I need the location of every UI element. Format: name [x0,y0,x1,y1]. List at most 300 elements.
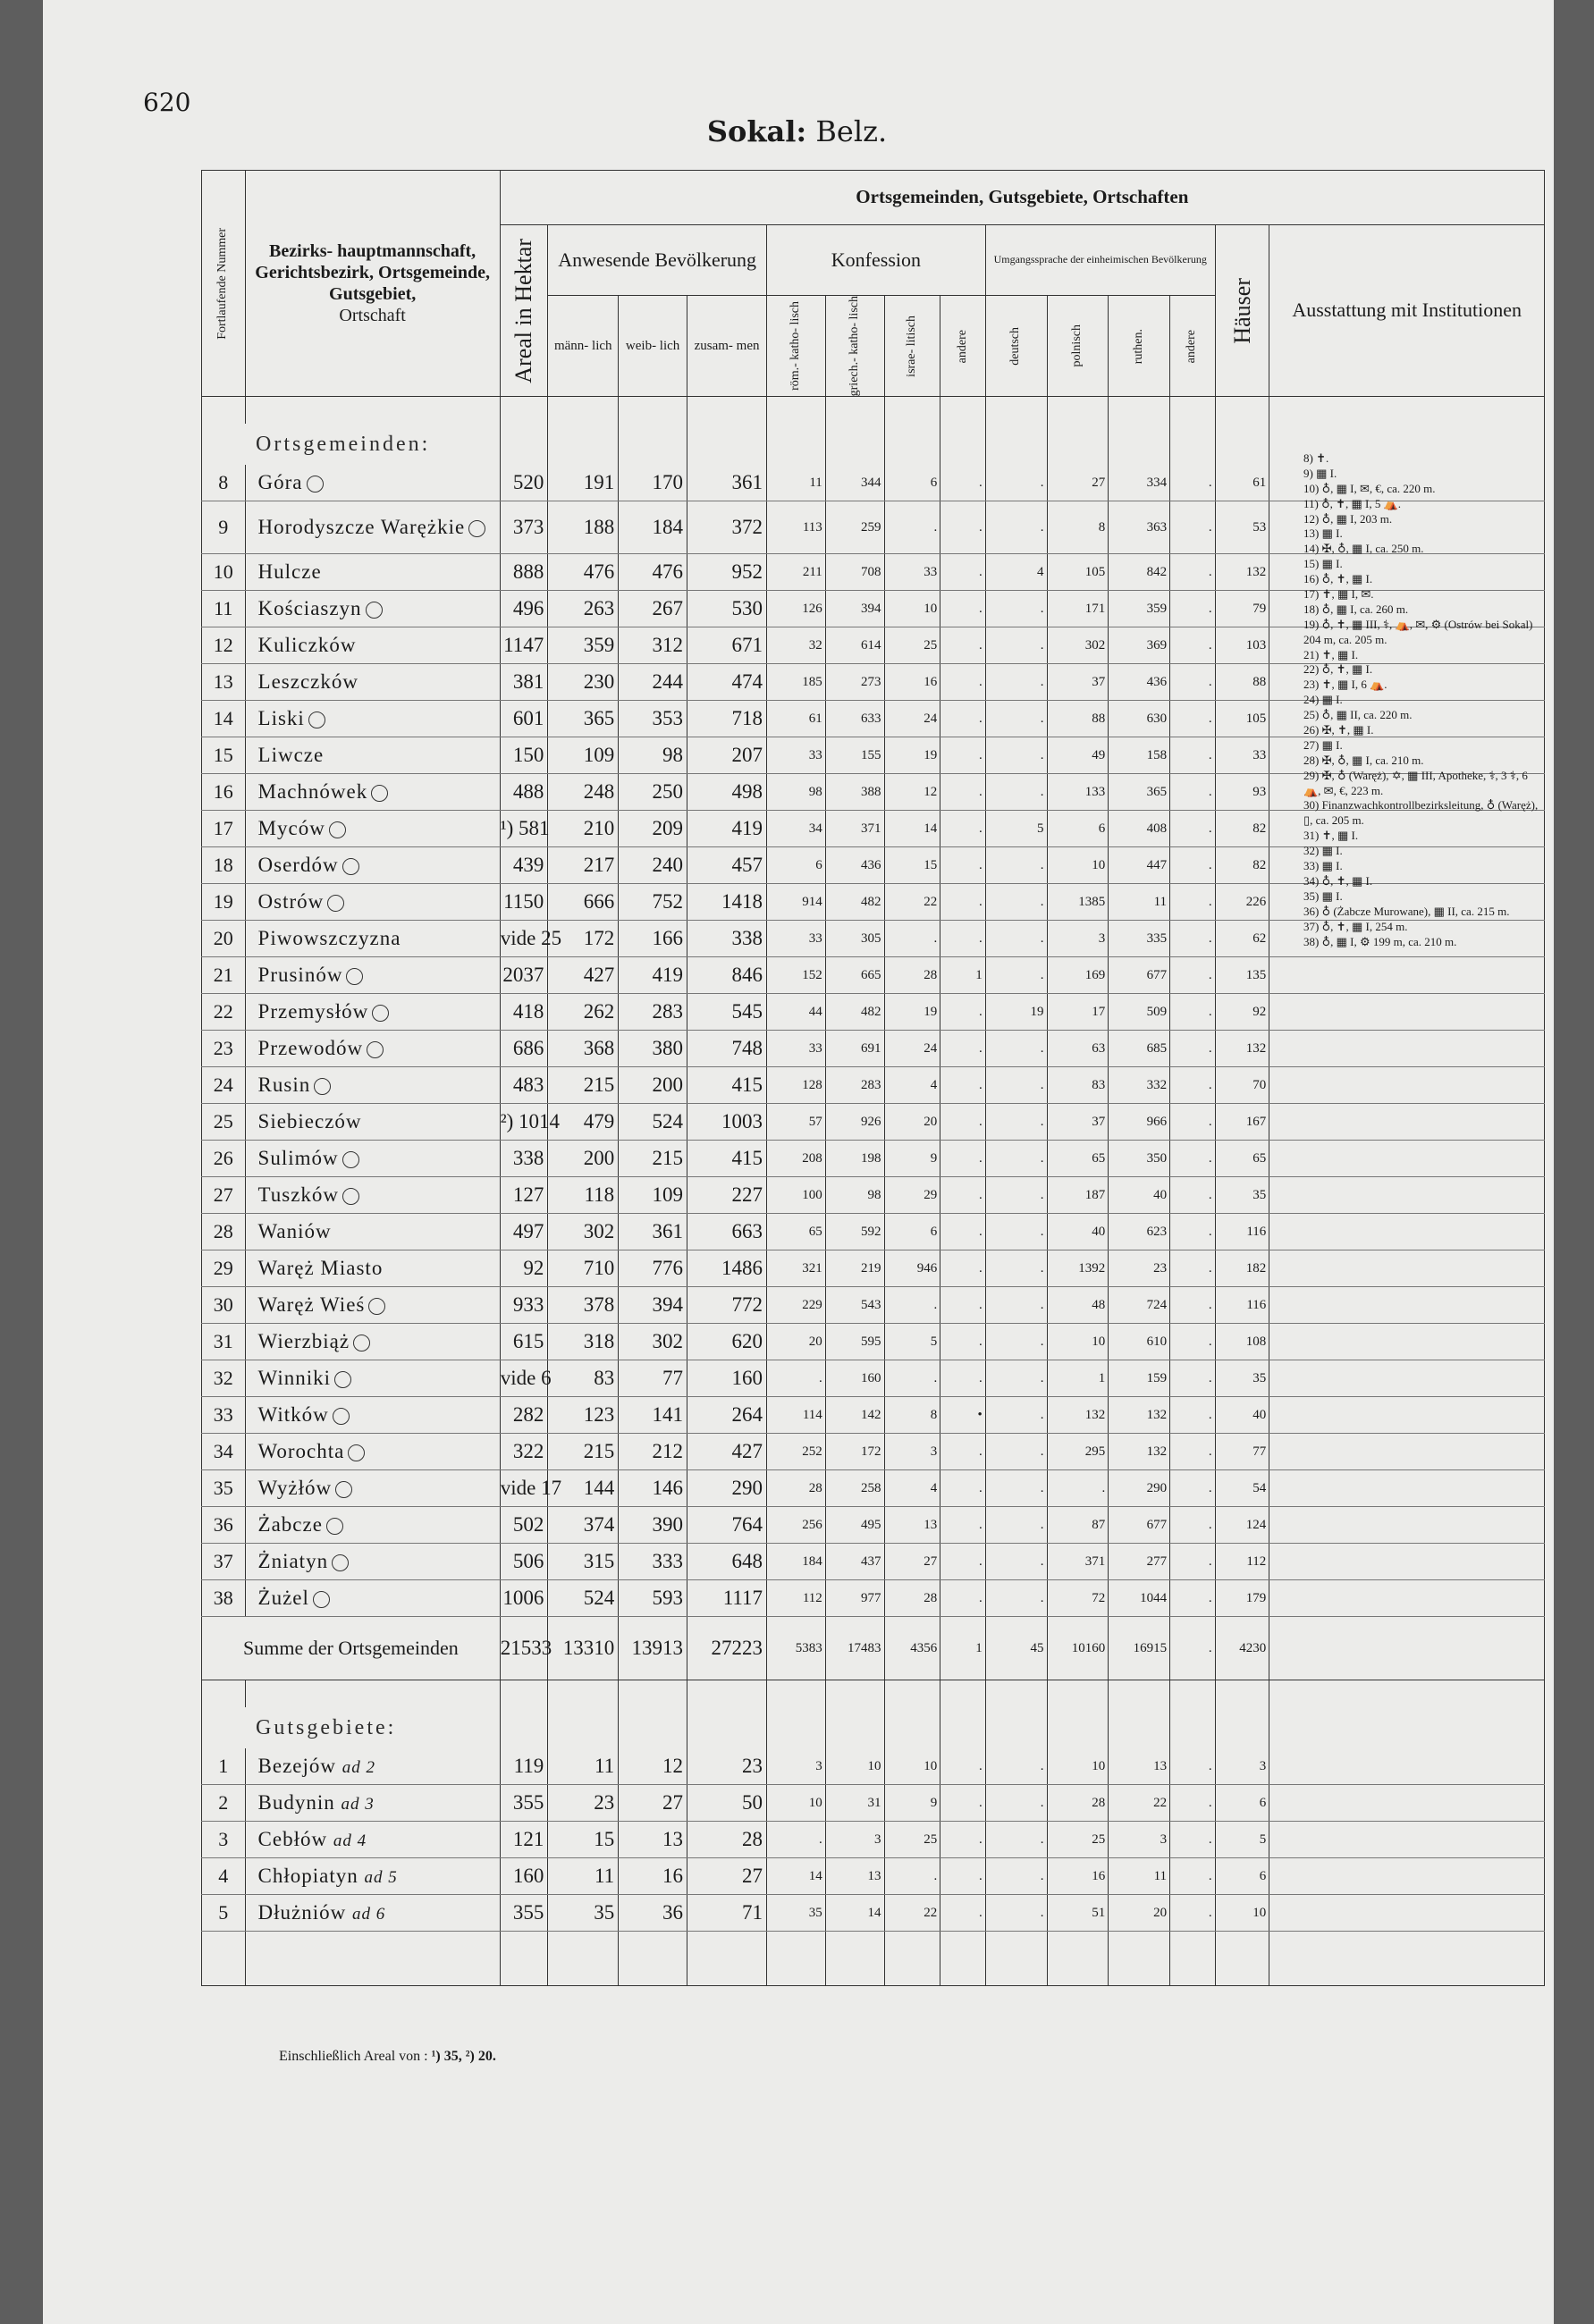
institution-entry: 33) ▦ I. [1303,859,1343,873]
place-name [245,994,500,1031]
cell-ar: 615 [500,1324,548,1360]
cell-rk: 208 [767,1141,826,1177]
sum-m: 13310 [548,1617,619,1680]
cell-is: . [884,501,940,554]
cell-w: 361 [619,1214,687,1250]
place-name-text: Waręż Miasto [257,1257,384,1280]
empty-cell [767,1932,826,1986]
empty-cell [985,1707,1047,1748]
cell-pl: 37 [1047,664,1109,701]
circle-icon [327,895,344,912]
cell-m: 315 [548,1544,619,1580]
cell-is: 8 [884,1397,940,1434]
cell-is: 9 [884,1785,940,1822]
header-maennlich: männ- lich [548,296,619,397]
empty-cell [619,424,687,465]
cell-pl: 187 [1047,1177,1109,1214]
cell-rk: 20 [767,1324,826,1360]
institution-entry: 37) ♁, ✝, ▦ I, 254 m. [1303,919,1408,933]
cell-de: . [985,1822,1047,1858]
cell-ar: 121 [500,1822,548,1858]
cell-de: . [985,1544,1047,1580]
cell-instit [1269,1067,1545,1104]
cell-instit [1269,1748,1545,1785]
table-row [202,1580,1545,1617]
cell-m: 302 [548,1214,619,1250]
cell-ru: 3 [1109,1822,1170,1858]
place-name [245,1360,500,1397]
cell-m: 710 [548,1250,619,1287]
place-name [245,465,500,501]
empty-cell [985,1932,1047,1986]
cell-rk: 211 [767,554,826,591]
cell-w: 524 [619,1104,687,1141]
institution-entry: 12) ♁, ▦ I, 203 m. [1303,511,1393,526]
row-number: 20 [202,921,246,957]
cell-an: 1 [940,957,986,994]
spacer-row [202,397,1545,425]
cell-rk: 10 [767,1785,826,1822]
empty-cell [687,1680,767,1708]
cell-ru: 332 [1109,1067,1170,1104]
cell-rk: 113 [767,501,826,554]
cell-ar: 520 [500,465,548,501]
cell-de: . [985,1748,1047,1785]
cell-ao: . [1170,884,1216,921]
circle-icon [342,1151,359,1168]
header-andere-sprache: andere [1170,296,1216,397]
cell-ao: . [1170,1250,1216,1287]
cell-ru: 11 [1109,884,1170,921]
cell-an: . [940,1360,986,1397]
cell-ar: 322 [500,1434,548,1470]
place-name [245,1470,500,1507]
cell-ao: . [1170,1748,1216,1785]
institution-entry: 14) ✠, ♁, ▦ I, ca. 250 m. [1303,542,1424,556]
cell-ao: . [1170,554,1216,591]
section-row [202,1707,1545,1748]
place-name-text: Kościaszyn [257,597,362,620]
footnote [279,2049,496,2065]
reference-note: ad 3 [341,1795,375,1815]
cell-ao: . [1170,994,1216,1031]
cell-rk: 229 [767,1287,826,1324]
cell-w: 752 [619,884,687,921]
cell-pl: 1 [1047,1360,1109,1397]
cell-w: 244 [619,664,687,701]
cell-ao: . [1170,701,1216,737]
empty-cell [1170,1680,1216,1708]
spacer-row [202,1680,1545,1708]
place-name-text: Góra [257,471,303,494]
cell-z: 23 [687,1748,767,1785]
cell-instit [1269,1822,1545,1858]
cell-z: 372 [687,501,767,554]
cell-de: . [985,1858,1047,1895]
cell-de: . [985,1250,1047,1287]
cell-h: 179 [1215,1580,1269,1617]
cell-ar: 888 [500,554,548,591]
empty-cell [767,1707,826,1748]
circle-icon [468,520,485,537]
place-name-text: Horodyszcze Warężkie [257,516,466,539]
cell-an: . [940,554,986,591]
cell-is: 27 [884,1544,940,1580]
cell-h: 40 [1215,1397,1269,1434]
cell-ru: 966 [1109,1104,1170,1141]
row-number: 28 [202,1214,246,1250]
cell-de: . [985,1360,1047,1397]
table-row [202,1858,1545,1895]
cell-pl: 10 [1047,847,1109,884]
cell-ar: 933 [500,1287,548,1324]
cell-m: 476 [548,554,619,591]
cell-is: 22 [884,1895,940,1932]
row-number: 24 [202,1067,246,1104]
header-ruthenisch: ruthen. [1109,296,1170,397]
place-name-text: Sulimów [257,1147,339,1170]
cell-rk: 65 [767,1214,826,1250]
cell-an: . [940,1858,986,1895]
empty-cell [1215,1680,1269,1708]
institutions-column [1303,451,1545,949]
table-row [202,1544,1545,1580]
cell-is: 10 [884,1748,940,1785]
cell-m: 11 [548,1858,619,1895]
cell-rk: 34 [767,811,826,847]
empty-cell [1109,1707,1170,1748]
cell-ao: . [1170,1580,1216,1617]
table-row [202,1360,1545,1397]
row-number: 38 [202,1580,246,1617]
cell-ar: 488 [500,774,548,811]
cell-z: 415 [687,1141,767,1177]
cell-ar: vide 6 [500,1360,548,1397]
cell-gk: 31 [825,1785,884,1822]
header-polnisch: polnisch [1047,296,1109,397]
row-number: 11 [202,591,246,627]
cell-gk: 543 [825,1287,884,1324]
institution-entry: 29) ✠, ♁ (Waręż), ✡, ▦ III, Apotheke, ⚕, 3 ⚕, 6 ⛺, ✉, €, 223 m. [1303,768,1528,797]
cell-z: 1117 [687,1580,767,1617]
cell-de: 5 [985,811,1047,847]
empty-cell [548,424,619,465]
circle-icon [333,1408,350,1425]
cell-rk: . [767,1360,826,1397]
cell-h: 65 [1215,1141,1269,1177]
cell-de: . [985,1287,1047,1324]
cell-h: 33 [1215,737,1269,774]
empty-cell [1047,397,1109,425]
place-name-text: Myców [257,817,325,840]
cell-instit [1269,1104,1545,1141]
empty-cell [985,397,1047,425]
cell-ar: 502 [500,1507,548,1544]
cell-m: 666 [548,884,619,921]
empty-cell [1215,1932,1269,1986]
header-ausstattung: Ausstattung mit Institutionen [1269,225,1545,397]
cell-ao: . [1170,1470,1216,1507]
cell-gk: 172 [825,1434,884,1470]
empty-cell [619,1932,687,1986]
cell-is: 33 [884,554,940,591]
place-name [245,554,500,591]
cell-gk: 3 [825,1822,884,1858]
cell-instit [1269,1360,1545,1397]
cell-z: 498 [687,774,767,811]
cell-an: . [940,1177,986,1214]
circle-icon [329,821,346,838]
sum-ar: 21533 [500,1617,548,1680]
circle-icon [366,602,383,619]
sum-rk: 5383 [767,1617,826,1680]
place-name-text: Liwcze [257,744,325,767]
table-row [202,1250,1545,1287]
sum-gk: 17483 [825,1617,884,1680]
cell-w: 394 [619,1287,687,1324]
empty-cell [1109,1680,1170,1708]
cell-ru: 447 [1109,847,1170,884]
cell-rk: 28 [767,1470,826,1507]
place-name [245,664,500,701]
cell-gk: 219 [825,1250,884,1287]
cell-de: . [985,1785,1047,1822]
place-name-text: Żniatyn [257,1550,329,1573]
circle-icon [371,785,388,802]
place-name-text: Worochta [257,1440,345,1463]
place-name-text: Wierzbiąż [257,1330,350,1353]
cell-gk: 437 [825,1544,884,1580]
cell-z: 71 [687,1895,767,1932]
cell-m: 109 [548,737,619,774]
cell-gk: 595 [825,1324,884,1360]
cell-an: . [940,1544,986,1580]
empty-cell [767,424,826,465]
cell-ao: . [1170,1434,1216,1470]
footnote-notes: ¹) 35, ²) 20. [431,2049,496,2064]
table-row [202,1104,1545,1141]
cell-ar: 92 [500,1250,548,1287]
cell-is: 6 [884,465,940,501]
cell-w: 419 [619,957,687,994]
cell-is: 5 [884,1324,940,1360]
page-number: 620 [143,88,191,117]
header-israelitisch: israe- litisch [884,296,940,397]
sum-w: 13913 [619,1617,687,1680]
row-number: 18 [202,847,246,884]
cell-gk: 273 [825,664,884,701]
header-roem-kath: röm.- katho- lisch [767,296,826,397]
section-label: Gutsgebiete: [202,1707,501,1748]
cell-is: 946 [884,1250,940,1287]
cell-m: 23 [548,1785,619,1822]
institution-entry: 18) ♁, ▦ I, ca. 260 m. [1303,602,1409,616]
cell-z: 457 [687,847,767,884]
cell-is: 15 [884,847,940,884]
cell-ru: 132 [1109,1397,1170,1434]
cell-instit [1269,1858,1545,1895]
cell-rk: 11 [767,465,826,501]
empty-cell [985,1680,1047,1708]
cell-z: 764 [687,1507,767,1544]
place-name-text: Kuliczków [257,634,357,657]
cell-is: 12 [884,774,940,811]
place-name-text: Tuszków [257,1183,340,1207]
cell-h: 105 [1215,701,1269,737]
cell-is: 3 [884,1434,940,1470]
cell-instit [1269,1617,1545,1680]
row-number: 29 [202,1250,246,1287]
empty-cell [767,1680,826,1708]
reference-note: ad 2 [342,1758,375,1778]
cell-pl: 8 [1047,501,1109,554]
cell-h: 6 [1215,1858,1269,1895]
circle-icon [308,712,325,728]
empty-cell [940,1932,986,1986]
cell-ru: 159 [1109,1360,1170,1397]
cell-ao: . [1170,1067,1216,1104]
cell-ar: 150 [500,737,548,774]
cell-gk: 283 [825,1067,884,1104]
cell-m: 35 [548,1895,619,1932]
cell-pl: 295 [1047,1434,1109,1470]
cell-gk: 394 [825,591,884,627]
cell-pl: 10 [1047,1324,1109,1360]
empty-cell [202,397,246,425]
cell-h: 182 [1215,1250,1269,1287]
cell-z: 671 [687,627,767,664]
cell-z: 28 [687,1822,767,1858]
empty-cell [687,424,767,465]
cell-ru: 436 [1109,664,1170,701]
cell-ao: . [1170,501,1216,554]
cell-ru: 350 [1109,1141,1170,1177]
place-name [245,1214,500,1250]
cell-h: 53 [1215,501,1269,554]
cell-de: . [985,1214,1047,1250]
cell-ru: 20 [1109,1895,1170,1932]
cell-pl: 51 [1047,1895,1109,1932]
cell-w: 27 [619,1785,687,1822]
cell-ao: . [1170,1397,1216,1434]
cell-gk: 592 [825,1214,884,1250]
sum-row [202,1617,1545,1680]
cell-ar: 439 [500,847,548,884]
institution-entry: 9) ▦ I. [1303,466,1337,480]
sum-ao: . [1170,1617,1216,1680]
cell-ru: 359 [1109,591,1170,627]
cell-m: 479 [548,1104,619,1141]
end-row [202,1932,1545,1986]
cell-an: . [940,664,986,701]
empty-cell [1170,397,1216,425]
cell-is: . [884,1360,940,1397]
cell-ar: 338 [500,1141,548,1177]
cell-h: 77 [1215,1434,1269,1470]
cell-w: 109 [619,1177,687,1214]
cell-ar: 506 [500,1544,548,1580]
empty-cell [940,1680,986,1708]
place-name-text: Waręż Wieś [257,1293,366,1317]
cell-pl: 25 [1047,1822,1109,1858]
cell-rk: 114 [767,1397,826,1434]
cell-ru: 677 [1109,957,1170,994]
institution-entry: 8) ✝. [1303,451,1329,465]
row-number: 36 [202,1507,246,1544]
empty-cell [548,1932,619,1986]
cell-h: 124 [1215,1507,1269,1544]
institution-entry: 16) ♁, ✝, ▦ I. [1303,572,1373,586]
place-name [245,1141,500,1177]
cell-z: 290 [687,1470,767,1507]
cell-gk: 495 [825,1507,884,1544]
empty-cell [767,397,826,425]
cell-pl: 37 [1047,1104,1109,1141]
cell-ru: 290 [1109,1470,1170,1507]
cell-de: . [985,921,1047,957]
cell-de: . [985,1895,1047,1932]
place-name [245,811,500,847]
cell-rk: 33 [767,737,826,774]
cell-pl: 132 [1047,1397,1109,1434]
cell-m: 118 [548,1177,619,1214]
cell-w: 302 [619,1324,687,1360]
sum-h: 4230 [1215,1617,1269,1680]
row-number: 14 [202,701,246,737]
place-name [245,1748,500,1785]
cell-h: 132 [1215,1031,1269,1067]
row-number: 34 [202,1434,246,1470]
cell-z: 27 [687,1858,767,1895]
cell-instit [1269,994,1545,1031]
place-name [245,1580,500,1617]
cell-pl: 6 [1047,811,1109,847]
cell-instit [1269,957,1545,994]
empty-cell [548,1707,619,1748]
row-number: 5 [202,1895,246,1932]
cell-ru: 1044 [1109,1580,1170,1617]
cell-pl: 105 [1047,554,1109,591]
header-top: Ortsgemeinden, Gutsgebiete, Ortschaften [500,171,1544,225]
cell-z: 419 [687,811,767,847]
place-name [245,1507,500,1544]
institution-entry: 28) ✠, ♁, ▦ I, ca. 210 m. [1303,753,1424,767]
cell-pl: 10 [1047,1748,1109,1785]
cell-h: 167 [1215,1104,1269,1141]
reference-note: ad 4 [333,1831,367,1851]
cell-m: 318 [548,1324,619,1360]
cell-h: 82 [1215,811,1269,847]
institution-entry: 21) ✝, ▦ I. [1303,647,1359,661]
empty-cell [884,1707,940,1748]
cell-an: . [940,847,986,884]
cell-gk: 160 [825,1360,884,1397]
cell-w: 215 [619,1141,687,1177]
cell-instit [1269,1785,1545,1822]
cell-is: 4 [884,1470,940,1507]
cell-h: 82 [1215,847,1269,884]
cell-instit [1269,1141,1545,1177]
sum-is: 4356 [884,1617,940,1680]
header-haeuser: Häuser [1215,225,1269,397]
empty-cell [619,1680,687,1708]
cell-de: . [985,774,1047,811]
cell-is: 25 [884,1822,940,1858]
cell-w: 212 [619,1434,687,1470]
cell-m: 524 [548,1580,619,1617]
title-subdistrict: Belz. [806,114,888,148]
cell-m: 172 [548,921,619,957]
